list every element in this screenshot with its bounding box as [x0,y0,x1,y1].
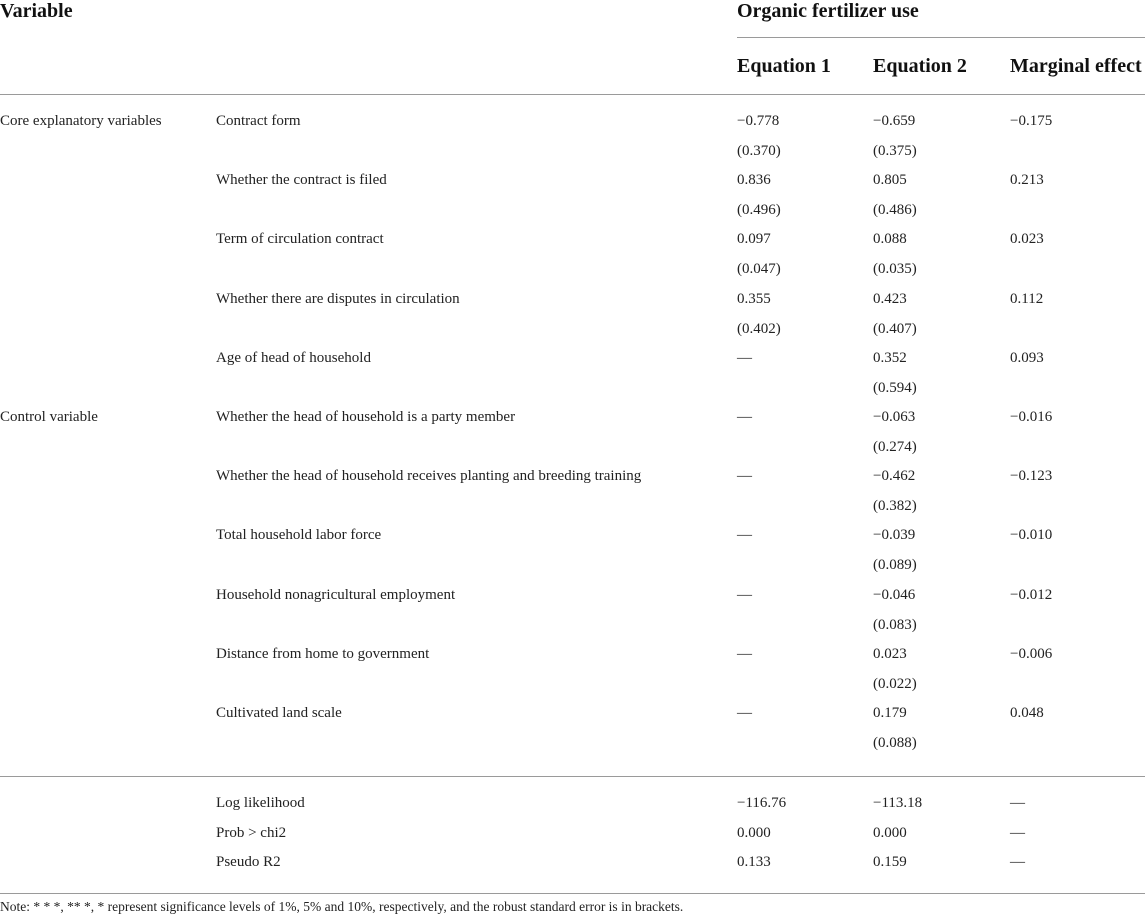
equation-1-standard-error: (0.496) [737,202,781,218]
marginal-effect-value: 0.213 [1010,172,1044,188]
row-variable-label: Contract form [216,113,301,129]
equation-1-coefficient: — [737,705,752,721]
equation-2-standard-error: (0.035) [873,261,917,277]
equation-2-coefficient: 0.423 [873,291,907,307]
marginal-effect-value: −0.175 [1010,113,1053,129]
stat-equation-2: 0.000 [873,825,907,841]
marginal-effect-value: −0.010 [1010,527,1053,543]
marginal-effect-value: 0.048 [1010,705,1044,721]
stat-marginal-effect: — [1010,825,1025,841]
table-note: Note: * * *, ** *, * represent significance levels of 1%, 5% and 10%, respectively, and the robust standard error is in brackets. [0,899,684,914]
marginal-effect-value: −0.012 [1010,587,1053,603]
equation-1-coefficient: — [737,646,752,662]
equation-2-coefficient: 0.179 [873,705,907,721]
row-variable-label: Total household labor force [216,527,382,543]
row-variable-label: Whether there are disputes in circulation [216,291,460,307]
stat-equation-1: −116.76 [737,795,787,811]
marginal-effect-value: 0.112 [1010,291,1044,307]
marginal-effect-value: 0.023 [1010,231,1044,247]
stats-rule [0,776,1145,777]
marginal-effect-value: 0.093 [1010,350,1044,366]
equation-2-coefficient: 0.805 [873,172,907,188]
stat-label: Prob > chi2 [216,825,287,841]
equation-2-standard-error: (0.382) [873,498,917,514]
equation-2-coefficient: −0.659 [873,113,916,129]
equation-2-coefficient: −0.063 [873,409,916,425]
equation-1-coefficient: — [737,409,752,425]
header-equation-2: Equation 2 [873,55,967,77]
equation-2-standard-error: (0.088) [873,735,917,751]
marginal-effect-value: −0.016 [1010,409,1053,425]
row-group-label: Core explanatory variables [0,113,162,129]
header-variable: Variable [0,0,73,22]
header-group: Organic fertilizer use [737,0,919,22]
row-variable-label: Whether the head of household is a party member [216,409,516,425]
row-variable-label: Distance from home to government [216,646,430,662]
stat-label: Pseudo R2 [216,854,281,870]
equation-2-standard-error: (0.407) [873,321,917,337]
equation-2-coefficient: 0.352 [873,350,907,366]
header-rule [0,94,1145,95]
header-marginal-effect: Marginal effect [1010,55,1142,77]
equation-2-coefficient: 0.023 [873,646,907,662]
row-variable-label: Cultivated land scale [216,705,342,721]
equation-1-coefficient: — [737,350,752,366]
stat-label: Log likelihood [216,795,305,811]
equation-2-standard-error: (0.375) [873,143,917,159]
marginal-effect-value: −0.006 [1010,646,1053,662]
row-variable-label: Whether the head of household receives planting and breeding training [216,468,642,484]
equation-1-coefficient: — [737,587,752,603]
equation-2-coefficient: −0.462 [873,468,916,484]
equation-2-standard-error: (0.274) [873,439,917,455]
equation-1-coefficient: −0.778 [737,113,780,129]
equation-1-coefficient: 0.355 [737,291,771,307]
equation-1-coefficient: 0.836 [737,172,771,188]
equation-1-standard-error: (0.047) [737,261,781,277]
equation-1-standard-error: (0.402) [737,321,781,337]
stat-marginal-effect: — [1010,795,1025,811]
bottom-rule [0,893,1145,894]
equation-2-coefficient: −0.046 [873,587,916,603]
equation-1-coefficient: — [737,468,752,484]
group-rule [737,37,1145,38]
equation-2-coefficient: −0.039 [873,527,916,543]
equation-2-standard-error: (0.486) [873,202,917,218]
equation-2-coefficient: 0.088 [873,231,907,247]
row-variable-label: Whether the contract is filed [216,172,387,188]
equation-2-standard-error: (0.089) [873,557,917,573]
equation-1-coefficient: 0.097 [737,231,771,247]
marginal-effect-value: −0.123 [1010,468,1053,484]
equation-1-coefficient: — [737,527,752,543]
stat-equation-1: 0.000 [737,825,771,841]
row-group-label: Control variable [0,409,98,425]
stat-equation-2: 0.159 [873,854,907,870]
stat-marginal-effect: — [1010,854,1025,870]
row-variable-label: Household nonagricultural employment [216,587,456,603]
equation-2-standard-error: (0.594) [873,380,917,396]
equation-2-standard-error: (0.022) [873,676,917,692]
row-variable-label: Term of circulation contract [216,231,384,247]
equation-1-standard-error: (0.370) [737,143,781,159]
header-equation-1: Equation 1 [737,55,831,77]
equation-2-standard-error: (0.083) [873,617,917,633]
stat-equation-1: 0.133 [737,854,771,870]
row-variable-label: Age of head of household [216,350,371,366]
stat-equation-2: −113.18 [873,795,923,811]
